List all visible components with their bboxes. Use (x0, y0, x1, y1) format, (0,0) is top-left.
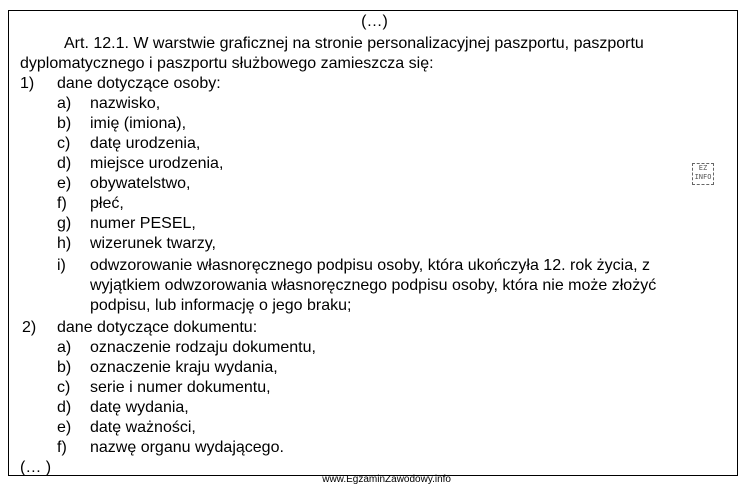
list-item-letter: c) (57, 135, 71, 152)
intro-line-2: dyplomatycznego i paszportu służbowego zamieszcza się: (20, 55, 434, 72)
list-item-letter: b) (57, 115, 72, 132)
list-item-letter: e) (57, 419, 72, 436)
list-item-letter: a) (57, 339, 72, 356)
list-item-text: podpisu, lub informację o jego braku; (90, 297, 352, 314)
list-item-letter: b) (57, 359, 72, 376)
list-item-text: datę urodzenia, (90, 135, 201, 152)
intro-line-1: Art. 12.1. W warstwie graficznej na stronie personalizacyjnej paszportu, paszportu (64, 35, 644, 52)
list-item-text: oznaczenie kraju wydania, (90, 359, 278, 376)
list-item-letter: f) (57, 195, 67, 212)
list-item-text: płeć, (90, 195, 124, 212)
list-item-letter: a) (57, 95, 72, 112)
list-item-text: obywatelstwo, (90, 175, 191, 192)
list-item-text: datę ważności, (90, 419, 196, 436)
list-item-letter: c) (57, 379, 71, 396)
list-item-text: miejsce urodzenia, (90, 155, 224, 172)
ellipsis-bottom: (… ) (20, 459, 52, 476)
list-item-text: nazwisko, (90, 95, 161, 112)
list-item-text: wyjątkiem odwzorowania własnoręcznego podpisu osoby, która nie może złożyć (90, 277, 657, 294)
list-item-text: odwzorowanie własnoręcznego podpisu osoby, która ukończyła 12. rok życia, z (90, 257, 650, 274)
watermark: www.EgzaminZawodowy.info (322, 474, 451, 485)
ellipsis-top: (…) (361, 13, 388, 30)
section-1-label: dane dotyczące osoby: (57, 75, 221, 92)
qr-code-icon: EZ INFO (692, 163, 714, 185)
list-item-letter: i) (57, 257, 66, 274)
list-item-letter: g) (57, 215, 72, 232)
list-item-text: oznaczenie rodzaju dokumentu, (90, 339, 316, 356)
list-item-letter: f) (57, 439, 67, 456)
list-item-letter: h) (57, 235, 72, 252)
list-item-text: wizerunek twarzy, (90, 235, 216, 252)
list-item-letter: d) (57, 399, 72, 416)
list-item-text: serie i numer dokumentu, (90, 379, 271, 396)
list-item-text: imię (imiona), (90, 115, 187, 132)
section-1-number: 1) (20, 75, 35, 92)
section-2-label: dane dotyczące dokumentu: (57, 319, 258, 336)
list-item-letter: d) (57, 155, 72, 172)
section-2-number: 2) (22, 319, 37, 336)
list-item-text: numer PESEL, (90, 215, 196, 232)
list-item-text: nazwę organu wydającego. (90, 439, 284, 456)
list-item-text: datę wydania, (90, 399, 189, 416)
list-item-letter: e) (57, 175, 72, 192)
